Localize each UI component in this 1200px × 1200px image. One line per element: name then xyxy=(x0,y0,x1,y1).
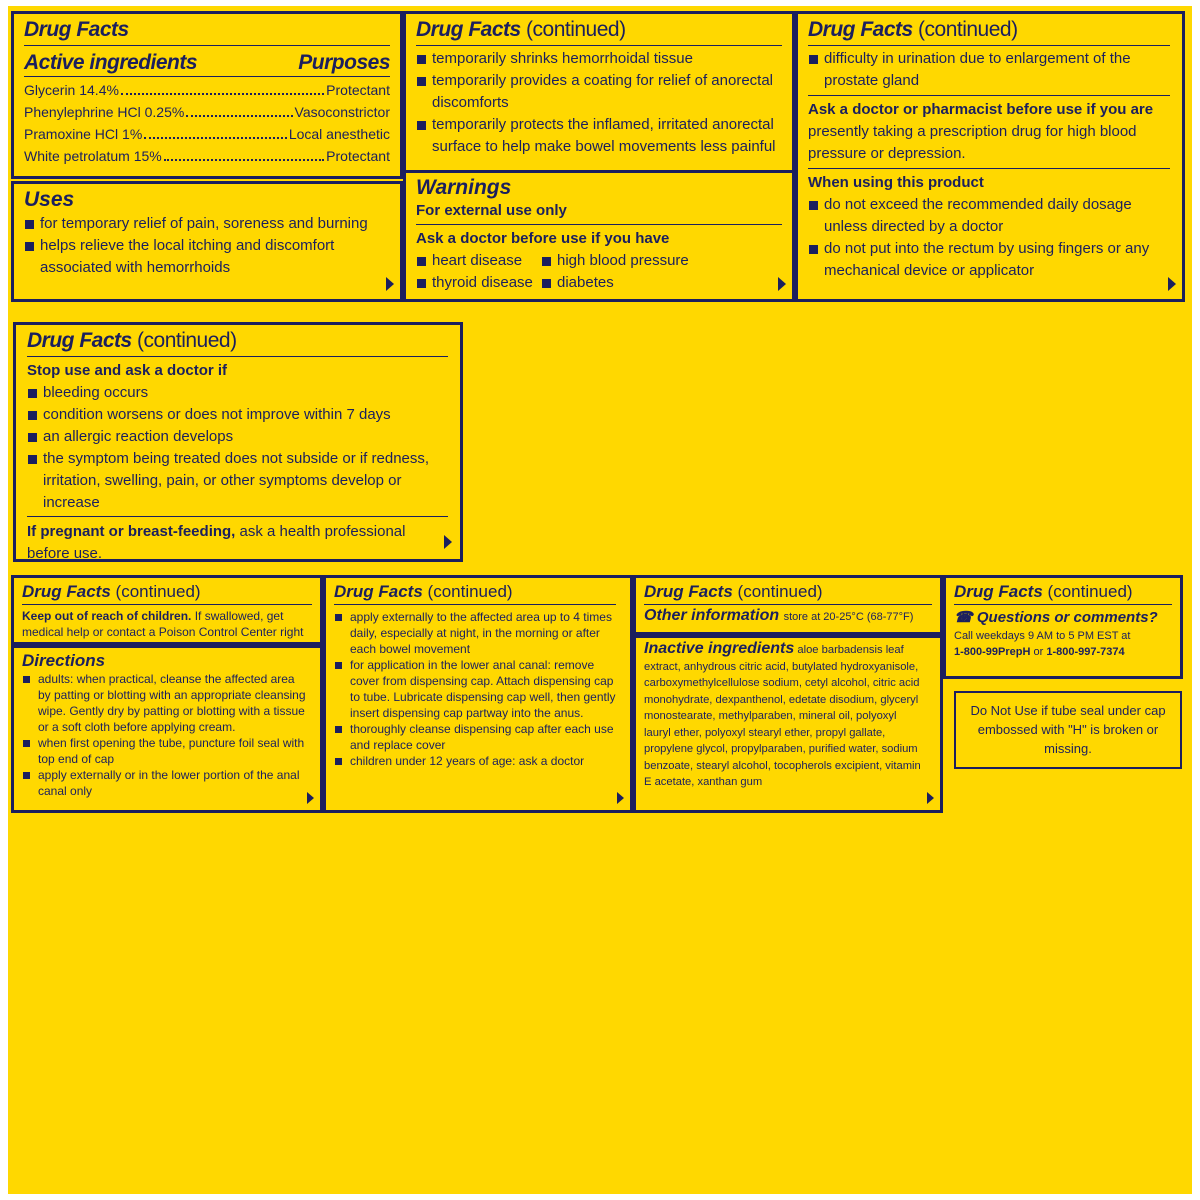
direction-item: when first opening the tube, puncture foil seal with top end of cap xyxy=(22,735,306,767)
panel-stop-use xyxy=(13,322,463,562)
panel-keep-out xyxy=(11,575,323,645)
continue-arrow-icon xyxy=(778,277,786,291)
questions-heading: ☎ Questions or comments? xyxy=(954,609,1158,626)
panel-uses xyxy=(11,181,403,302)
contact-text: Call weekdays 9 AM to 5 PM EST at 1-800-99PrepH or 1-800-997-7374 xyxy=(954,630,1131,658)
ask-pharmacist-section: Ask a doctor or pharmacist before use if you are presently taking a prescription drug for high blood pressure or depression. xyxy=(808,99,1170,169)
ingredient-row: Pramoxine HCl 1% Local anesthetic xyxy=(24,126,390,142)
pregnant-text: If pregnant or breast-feeding, ask a health professional before use. xyxy=(27,523,406,562)
panel-warnings-continued xyxy=(795,11,1185,302)
use-item: helps relieve the local itching and discomfort associated with hemorrhoids xyxy=(24,235,386,279)
stop-item: the symptom being treated does not subside or if redness, irritation, swelling, pain, or other symptoms develop or increase xyxy=(27,448,448,517)
condition-item: high blood pressure xyxy=(541,250,782,272)
panel-other-information xyxy=(633,575,943,635)
inactive-ingredients: Inactive ingredients aloe barbadensis leaf extract, anhydrous citric acid, butylated hydroxyanisole, carboxymethylcellulose sodium, cetyl alcohol, citric acid monohydrate, dexpanthenol, edetate disodium, glyceryl monostearate, methylparaben, mineral oil, polyoxyl lauryl ether, polyoxyl stearyl ether, propyl gallate, propylene glycol, propylparaben, purified water, sodium benzoate, stearyl alcohol, tocopherols excipient, vitamin E acetate, xanthan gum xyxy=(644,640,921,788)
panel-active-ingredients xyxy=(11,11,403,179)
stop-item: condition worsens or does not improve within 7 days xyxy=(27,404,448,426)
ingredient-row: Phenylephrine HCl 0.25% Vasoconstrictor xyxy=(24,104,390,120)
directions-heading: Directions xyxy=(22,651,106,670)
drug-facts-heading: Drug Facts (continued) xyxy=(808,18,1170,46)
continue-arrow-icon xyxy=(617,792,624,804)
direction-item: thoroughly cleanse dispensing cap after each use and replace cover xyxy=(334,721,616,753)
stop-use-heading: Stop use and ask a doctor if xyxy=(27,362,228,379)
condition-item: heart disease xyxy=(416,250,541,272)
ingredient-row: Glycerin 14.4% Protectant xyxy=(24,82,390,98)
continue-arrow-icon xyxy=(444,535,452,549)
condition-item: diabetes xyxy=(541,272,782,294)
ingredients-list xyxy=(24,79,390,167)
stop-item: an allergic reaction develops xyxy=(27,426,448,448)
drug-facts-heading: Drug Facts (continued) xyxy=(334,581,616,605)
drug-facts-heading: Drug Facts (continued) xyxy=(954,581,1172,605)
when-using-item: do not exceed the recommended daily dosage unless directed by a doctor xyxy=(808,194,1170,238)
ask-doctor-heading: Ask a doctor before use if you have xyxy=(416,230,670,247)
purposes-heading: Purposes xyxy=(298,51,390,74)
when-using-item: do not put into the rectum by using fingers or any mechanical device or applicator xyxy=(808,238,1170,282)
active-ingredients-heading: Active ingredients xyxy=(24,51,198,74)
keep-out-text: Keep out of reach of children. If swallowed, get medical help or contact a Poison Control Center right xyxy=(22,609,304,639)
drug-facts-heading: Drug Facts xyxy=(24,18,390,46)
use-item: temporarily protects the inflamed, irritated anorectal surface to help make bowel movements less painful xyxy=(416,114,782,158)
continue-arrow-icon xyxy=(1168,277,1176,291)
continue-arrow-icon xyxy=(386,277,394,291)
direction-item: apply externally or in the lower portion of the anal canal only xyxy=(22,767,306,799)
panel-directions xyxy=(11,645,323,813)
panel-uses-continued xyxy=(403,11,795,302)
ingredient-row: White petrolatum 15% Protectant xyxy=(24,148,390,164)
continue-arrow-icon xyxy=(307,792,314,804)
direction-item: apply externally to the affected area up to 4 times daily, especially at night, in the morning or after each bowel movement xyxy=(334,609,616,657)
stop-item: bleeding occurs xyxy=(27,382,448,404)
drug-facts-heading: Drug Facts (continued) xyxy=(27,329,448,357)
phone-icon: ☎ xyxy=(954,609,973,626)
condition-item: difficulty in urination due to enlargement of the prostate gland xyxy=(808,48,1170,96)
other-information: Other information store at 20-25°C (68-77°F) xyxy=(644,607,914,624)
panel-questions xyxy=(943,575,1183,679)
drug-facts-heading: Drug Facts (continued) xyxy=(644,581,932,605)
external-use-text: For external use only xyxy=(416,200,782,225)
use-item: temporarily provides a coating for relief of anorectal discomforts xyxy=(416,70,782,114)
direction-item: for application in the lower anal canal: remove cover from dispensing cap. Attach dispensing cap to tube. Lubricate dispensing cap well, then gently insert dispensing cap partway into the anus. xyxy=(334,657,616,721)
tube-seal-notice: Do Not Use if tube seal under cap embossed with "H" is broken or missing. xyxy=(954,691,1182,769)
use-item: for temporary relief of pain, soreness and burning xyxy=(24,213,386,235)
condition-item: thyroid disease xyxy=(416,272,541,294)
continue-arrow-icon xyxy=(927,792,934,804)
warnings-heading: Warnings xyxy=(416,176,512,199)
when-using-section: When using this product do not exceed the recommended daily dosage unless directed by a doctor do not put into the rectum by using fingers or any mechanical device or applicator xyxy=(808,172,1170,282)
direction-item: adults: when practical, cleanse the affected area by patting or blotting with an appropriate cleansing wipe. Gently dry by patting or blotting with a tissue or a soft cloth before applying cream. xyxy=(22,671,306,735)
label-background xyxy=(8,6,1192,1194)
direction-item: children under 12 years of age: ask a doctor xyxy=(334,753,616,769)
uses-heading: Uses xyxy=(24,188,75,211)
drug-facts-heading: Drug Facts (continued) xyxy=(22,581,312,605)
drug-facts-heading: Drug Facts (continued) xyxy=(416,18,782,46)
panel-directions-continued xyxy=(323,575,633,813)
panel-inactive-ingredients xyxy=(633,635,943,813)
use-item: temporarily shrinks hemorrhoidal tissue xyxy=(416,48,782,70)
